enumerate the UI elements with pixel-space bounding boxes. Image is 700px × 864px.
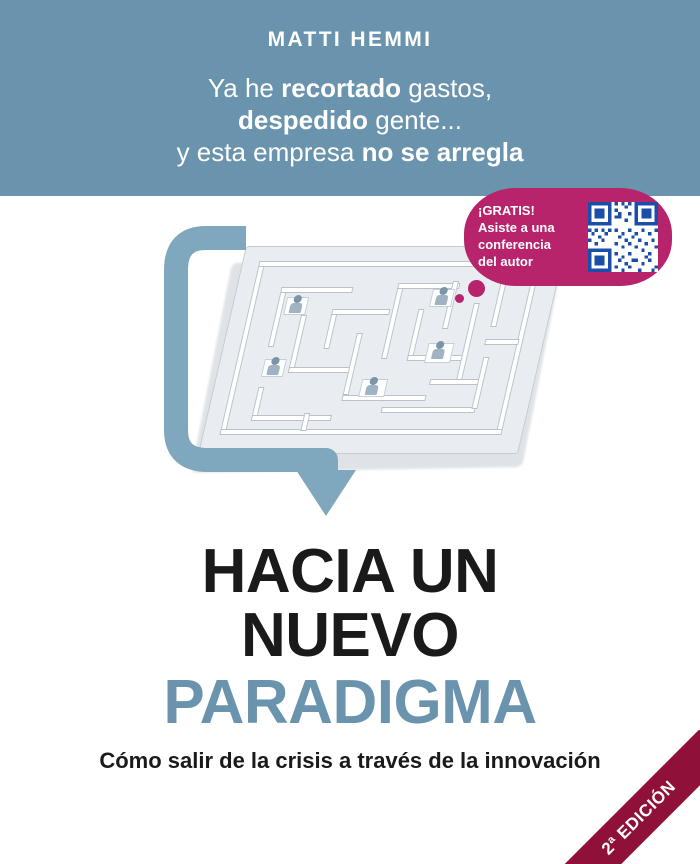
strapline-1-bold: recortado xyxy=(281,73,402,103)
title-line-1: HACIA UN xyxy=(201,537,499,606)
strapline-2-bold: despedido xyxy=(238,105,369,135)
strapline-1-post: gastos, xyxy=(401,73,493,103)
cover-strapline xyxy=(0,72,700,168)
title-line-3-accent: PARADIGMA xyxy=(163,668,537,737)
promo-line-2: conferencia xyxy=(478,237,551,252)
promo-line-1: Asiste a una xyxy=(478,220,555,235)
promo-bubble[interactable] xyxy=(464,188,672,292)
promo-line-3: del autor xyxy=(478,254,533,269)
title-line-2: NUEVO xyxy=(241,601,459,670)
strapline-2-post: gente... xyxy=(368,105,462,135)
edition-ribbon xyxy=(564,728,700,864)
qr-code-icon[interactable] xyxy=(588,202,658,272)
promo-bubble-text xyxy=(478,202,582,270)
edition-ribbon-label: 2ª EDICIÓN xyxy=(564,730,700,864)
strapline-3-pre: y esta empresa xyxy=(176,137,362,167)
strapline-line-3 xyxy=(0,136,700,168)
strapline-3-bold: no se arregla xyxy=(361,137,524,167)
book-title xyxy=(0,537,700,738)
cover-header-band xyxy=(0,0,700,196)
strapline-line-2 xyxy=(0,104,700,136)
strapline-1-pre: Ya he xyxy=(207,73,282,103)
promo-headline: ¡GRATIS! xyxy=(478,203,535,218)
strapline-line-1 xyxy=(0,72,700,104)
author-name: MATTI HEMMI xyxy=(267,28,433,51)
promo-bubble-dot-small xyxy=(455,294,464,303)
promo-bubble-dot-large xyxy=(468,280,485,297)
book-tagline: Cómo salir de la crisis a través de la innovación xyxy=(99,748,601,773)
